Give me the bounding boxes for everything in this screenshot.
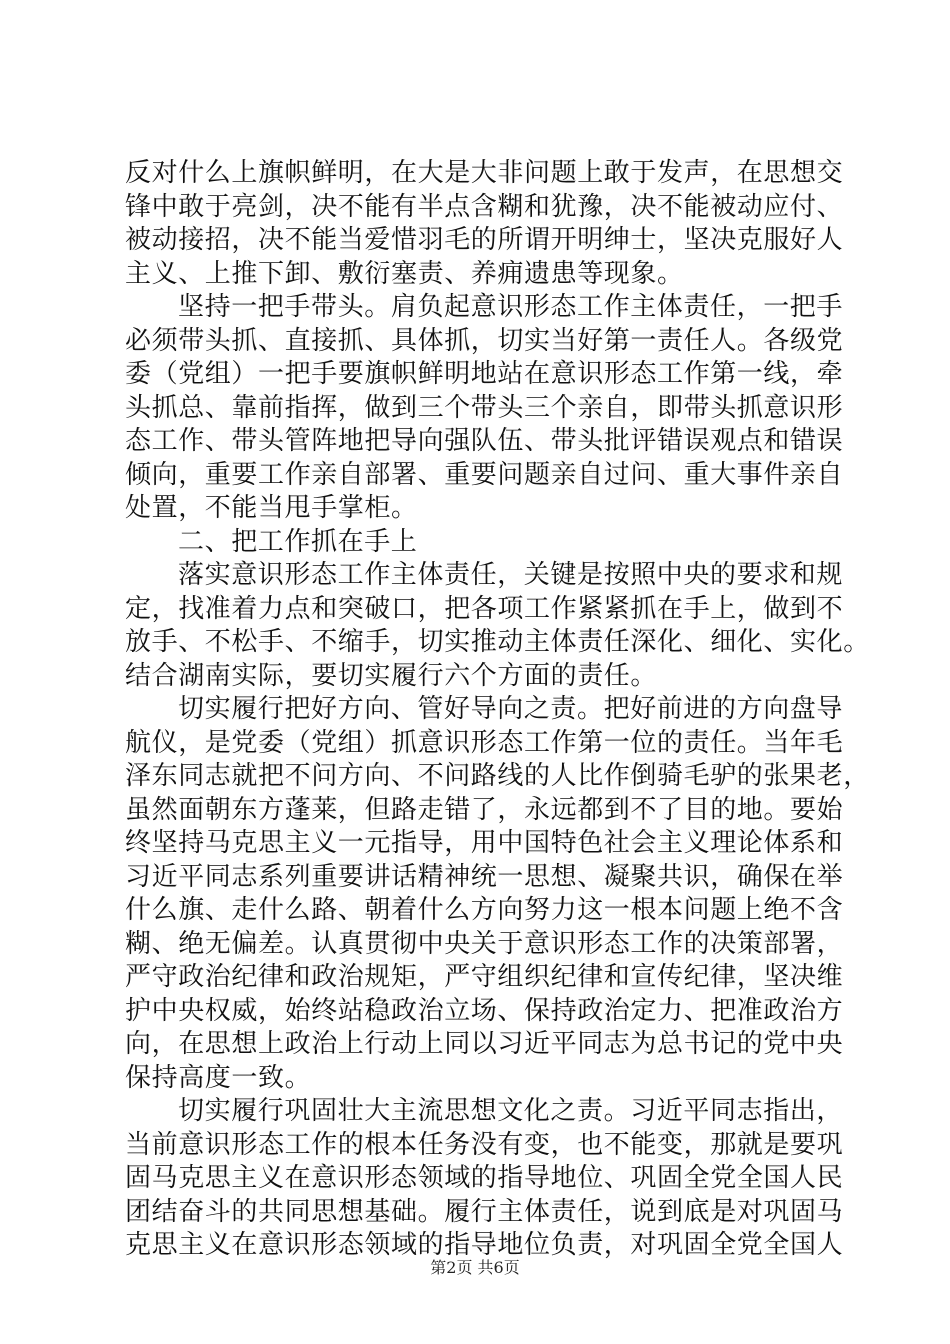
paragraph-first-line: 落实意识形态工作主体责任，关键是按照中央的要求和规 bbox=[178, 560, 844, 590]
text-line: 团结奋斗的共同思想基础。履行主体责任，说到底是对巩固马 bbox=[125, 1197, 844, 1227]
text-line: 航仪，是党委（党组）抓意识形态工作第一位的责任。当年毛 bbox=[125, 728, 844, 758]
text-line: 处置，不能当甩手掌柜。 bbox=[125, 493, 418, 523]
text-line: 态工作、带头管阵地把导向强队伍、带头批评错误观点和错误 bbox=[125, 426, 844, 456]
text-line: 虽然面朝东方蓬莱，但路走错了，永远都到不了目的地。要始 bbox=[125, 795, 844, 825]
text-line: 严守政治纪律和政治规矩，严守组织纪律和宣传纪律，坚决维 bbox=[125, 962, 844, 992]
page-footer: 第2页 共6页 bbox=[430, 1258, 520, 1277]
text-line: 什么旗、走什么路、朝着什么方向努力这一根本问题上绝不含 bbox=[125, 895, 844, 925]
paragraph-first-line: 坚持一把手带头。肩负起意识形态工作主体责任，一把手 bbox=[178, 292, 844, 322]
text-line-last: 克思主义在意识形态领域的指导地位负责，对巩固全党全国人 bbox=[125, 1230, 844, 1260]
text-line: 固马克思主义在意识形态领域的指导地位、巩固全党全国人民 bbox=[125, 1163, 844, 1193]
text-line: 必须带头抓、直接抓、具体抓，切实当好第一责任人。各级党 bbox=[125, 326, 844, 356]
text-line: 向，在思想上政治上行动上同以习近平同志为总书记的党中央 bbox=[125, 1029, 844, 1059]
text-line: 终坚持马克思主义一元指导，用中国特色社会主义理论体系和 bbox=[125, 828, 844, 858]
text-line: 委（党组）一把手要旗帜鲜明地站在意识形态工作第一线，牵 bbox=[125, 359, 844, 389]
text-line: 当前意识形态工作的根本任务没有变，也不能变，那就是要巩 bbox=[125, 1130, 844, 1160]
text-line: 糊、绝无偏差。认真贯彻中央关于意识形态工作的决策部署， bbox=[125, 929, 844, 959]
section-heading: 二、把工作抓在手上 bbox=[178, 527, 418, 557]
paragraph-first-line: 切实履行巩固壮大主流思想文化之责。习近平同志指出， bbox=[178, 1096, 844, 1126]
text-line: 保持高度一致。 bbox=[125, 1063, 312, 1093]
text-line: 护中央权威，始终站稳政治立场、保持政治定力、把准政治方 bbox=[125, 996, 844, 1026]
text-line: 头抓总、靠前指挥，做到三个带头三个亲自，即带头抓意识形 bbox=[125, 393, 844, 423]
text-line: 放手、不松手、不缩手，切实推动主体责任深化、细化、实化。 bbox=[125, 627, 870, 657]
text-line: 结合湖南实际，要切实履行六个方面的责任。 bbox=[125, 661, 658, 691]
text-line: 定，找准着力点和突破口，把各项工作紧紧抓在手上，做到不 bbox=[125, 594, 844, 624]
text-line: 锋中敢于亮剑，决不能有半点含糊和犹豫，决不能被动应付、 bbox=[125, 192, 844, 222]
text-line: 泽东同志就把不问方向、不问路线的人比作倒骑毛驴的张果老， bbox=[125, 761, 870, 791]
text-line: 反对什么上旗帜鲜明，在大是大非问题上敢于发声，在思想交 bbox=[125, 158, 844, 188]
text-line: 习近平同志系列重要讲话精神统一思想、凝聚共识，确保在举 bbox=[125, 862, 844, 892]
text-line: 主义、上推下卸、敷衍塞责、养痈遗患等现象。 bbox=[125, 259, 684, 289]
text-line: 倾向，重要工作亲自部署、重要问题亲自过问、重大事件亲自 bbox=[125, 460, 844, 490]
paragraph-first-line: 切实履行把好方向、管好导向之责。把好前进的方向盘导 bbox=[178, 694, 844, 724]
text-line: 被动接招，决不能当爱惜羽毛的所谓开明绅士，坚决克服好人 bbox=[125, 225, 844, 255]
